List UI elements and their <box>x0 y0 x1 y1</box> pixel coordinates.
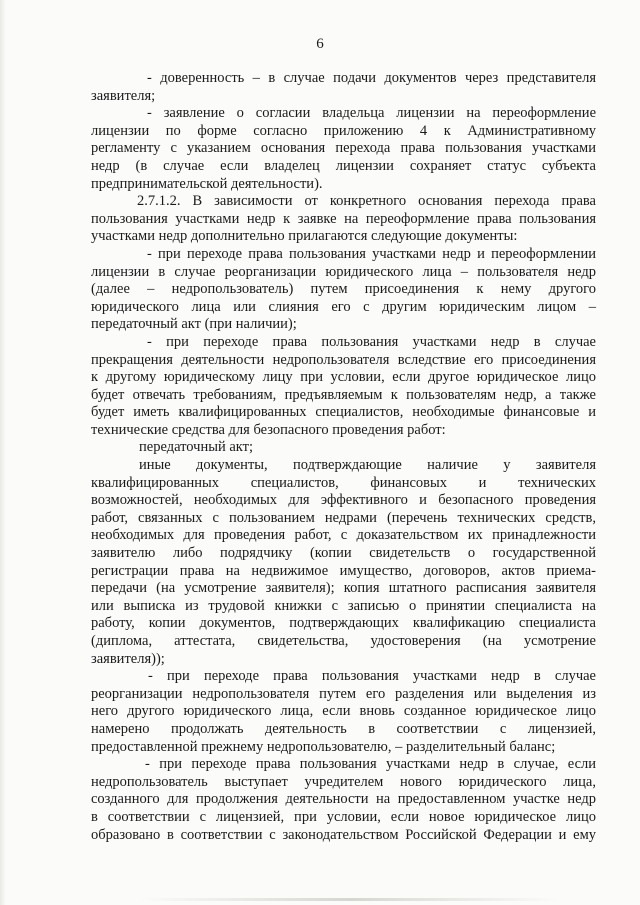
text-line: образовано в соответствии с законодательством Российской Федерации и ему <box>91 826 596 843</box>
text-line: заявителя; <box>91 87 156 104</box>
text-line: регистрации права на недвижимое имущество, договоров, актов приема- <box>91 562 596 579</box>
text-line: намерено продолжать деятельность в соответствии с лицензией, <box>91 720 596 737</box>
text-line: лицензии в случае реорганизации юридического лица – пользователя недр <box>91 263 596 280</box>
text-line: предоставленной прежнему недропользователю, – разделительный баланс; <box>91 738 556 755</box>
text-line: регламенту с указанием основания перехода права пользования участками <box>91 140 596 157</box>
text-line: заявителю либо подрядчику (копии свидетельств о государственной <box>91 545 596 562</box>
text-line: - при переходе права пользования участками недр в случае, если <box>145 756 596 773</box>
page-number: 6 <box>316 36 324 52</box>
text-line: передаточный акт (при наличии); <box>91 316 297 333</box>
text-line: недропользователь выступает учредителем нового юридического лица, <box>91 773 596 790</box>
text-line: участками недр дополнительно прилагаются следующие документы: <box>91 228 518 245</box>
text-line: - при переходе права пользования участками недр в случае <box>148 668 596 685</box>
text-line: (диплома, аттестата, свидетельства, удостоверения (на усмотрение <box>91 633 596 649</box>
text-line: - при переходе права пользования участками недр и переоформлении <box>147 245 596 262</box>
text-line: заявителя)); <box>91 650 165 667</box>
text-line: недр (в случае если владелец лицензии сохраняет статус субъекта <box>91 157 596 174</box>
text-line: работу, копии документов, подтверждающих квалификацию специалиста <box>91 615 596 632</box>
text-line: возможностей, необходимых для эффективного и безопасного проведения <box>91 492 596 509</box>
text-line: пользования участками недр к заявке на переоформление права пользования <box>91 210 596 227</box>
text-line: 2.7.1.2. В зависимости от конкретного основания перехода права <box>137 193 596 210</box>
text-line: лицензии по форме согласно приложению 4 к Административному <box>91 122 596 139</box>
text-line: передаточный акт; <box>139 439 253 456</box>
text-line: предпринимательской деятельности). <box>91 175 323 192</box>
text-line: юридического лица или слияния его с другим юридическим лицом – <box>91 298 596 315</box>
text-line: квалифицированных специалистов, финансовых и технических <box>91 474 596 491</box>
text-line: - доверенность – в случае подачи документов через представителя <box>147 70 596 86</box>
text-line: реорганизации недропользователя путем его разделения или выделения из <box>91 685 596 702</box>
text-line: созданного для продолжения деятельности на предоставленном участке недр <box>91 791 596 808</box>
scan-shadow-left <box>0 0 6 905</box>
text-line: - при переходе права пользования участками недр в случае <box>147 333 596 350</box>
text-line: будет отвечать требованиям, предъявляемым к пользователям недр, а также <box>91 386 596 403</box>
scan-shadow-bottom <box>140 898 560 901</box>
text-line: или выписка из трудовой книжки с записью о принятии специалиста на <box>91 597 596 614</box>
text-line: технические средства для безопасного проведения работ: <box>91 421 446 438</box>
text-line: иные документы, подтверждающие наличие у заявителя <box>139 457 596 474</box>
text-line: (далее – недропользователь) путем присоединения к нему другого <box>91 281 596 298</box>
text-line: работ, связанных с пользованием недрами (перечень технических средств, <box>91 509 596 526</box>
text-line: - заявление о согласии владельца лицензии на переоформление <box>147 105 596 122</box>
text-line: прекращения деятельности недропользователя вследствие его присоединения <box>91 351 596 368</box>
text-line: необходимых для проведения работ, с доказательством их принадлежности <box>91 527 596 544</box>
text-line: будет иметь квалифицированных специалистов, необходимые финансовые и <box>91 404 596 421</box>
text-line: к другому юридическому лицу при условии, если другое юридическое лицо <box>91 369 596 386</box>
text-line: него другого юридического лица, если вновь созданное юридическое лицо <box>91 703 596 720</box>
text-line: в соответствии с лицензией, при условии, если новое юридическое лицо <box>91 808 596 825</box>
body-text <box>91 70 596 844</box>
text-line: передачи (на усмотрение заявителя); копия штатного расписания заявителя <box>91 580 596 597</box>
